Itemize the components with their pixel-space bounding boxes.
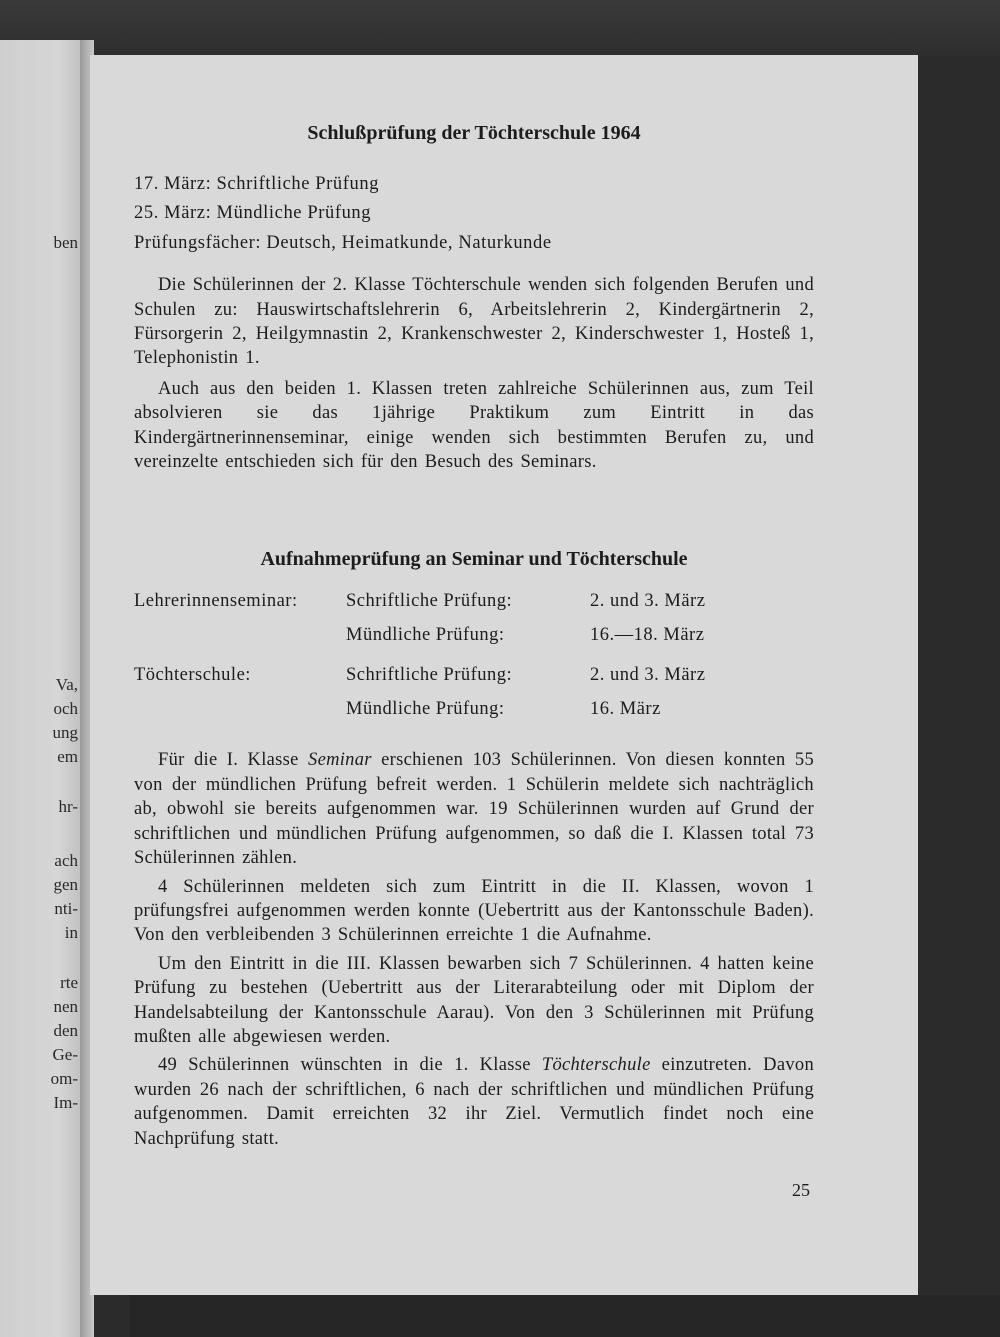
left-page-fragment: gen — [53, 875, 78, 894]
page-number: 25 — [792, 1180, 810, 1200]
table-cell: 2. und 3. März — [590, 591, 706, 612]
table-cell: Schriftliche Prüfung: — [346, 591, 513, 612]
section-title: Aufnahmeprüfung an Seminar und Töchterschule — [260, 548, 688, 571]
paragraph: Um den Eintritt in die III. Klassen bewarben sich 7 Schülerinnen. 4 hatten keine Prüfung zu bestehen (Uebertritt aus der Literarabteilung oder mit Diplom der Handelsabteilung der Kantonsschule Aarau). Von den 3 Schülerinnen mit Prüfung mußten alle abgewiesen werden. — [134, 953, 814, 1047]
left-page — [0, 40, 84, 1337]
paragraph-text: Für die I. Klasse — [158, 750, 309, 771]
left-page-fragment: Im- — [53, 1093, 78, 1112]
paragraph: Auch aus den beiden 1. Klassen treten zahlreiche Schülerinnen aus, zum Teil absolvieren sie das 1jährige Praktikum zum Eintritt in das Kindergärtnerinnenseminar, einige wenden sich bestimmten Berufen zu, und vereinzelte entschieden sich für den Besuch des Seminars. — [134, 378, 814, 473]
left-page-fragment: ung — [52, 723, 78, 742]
left-page-fragment: och — [53, 699, 78, 718]
paragraph-text: einzutreten. Davon wurden 26 nach der schriftlichen, 6 nach der schriftlichen und mündlichen Prüfung aufgenommen. Damit erreichten 32 ihr Ziel. Vermutlich findet noch eine Nachprüfung statt. — [134, 1055, 814, 1149]
table-row — [134, 652, 734, 692]
table-cell: Töchterschule: — [134, 665, 251, 686]
table-row — [134, 692, 734, 726]
table-cell: Mündliche Prüfung: — [346, 625, 505, 646]
left-page-fragment: Ge- — [52, 1045, 78, 1064]
exam-schedule-table — [134, 584, 734, 726]
page-content — [134, 120, 814, 1151]
paragraph-text: 49 Schülerinnen wünschten in die 1. Klasse — [158, 1055, 542, 1076]
paragraph-text: erschienen 103 Schülerinnen. Von diesen konnten 55 von der mündlichen Prüfung befreit werden. 1 Schülerin meldete sich nachträglich ab, obwohl sie bereits aufgenommen war. 19 Schülerinnen wurden auf Grund der schriftlichen und mündlichen Prüfung aufgenommen, so daß die I. Klassen total 73 Schülerinnen zählen. — [134, 750, 815, 869]
scan-background — [0, 0, 1000, 56]
schedule-line: Prüfungsfächer: Deutsch, Heimatkunde, Naturkunde — [134, 232, 552, 253]
table-cell: Lehrerinnenseminar: — [134, 591, 298, 612]
paragraph — [134, 1053, 814, 1151]
left-page-fragment: nen — [53, 997, 78, 1016]
left-page-fragment: rte — [60, 973, 78, 992]
section-title: Schlußprüfung der Töchterschule 1964 — [307, 122, 641, 144]
schedule-line: 17. März: Schriftliche Prüfung — [134, 174, 380, 194]
table-cell — [134, 618, 346, 652]
table-row — [134, 618, 734, 652]
left-page-fragment: den — [53, 1021, 78, 1040]
scan-background — [130, 1295, 1000, 1337]
paragraph-italic: Töchterschule — [541, 1055, 651, 1076]
left-page-fragment: om- — [50, 1069, 78, 1088]
schedule-line: 25. März: Mündliche Prüfung — [134, 203, 372, 224]
paragraph: 4 Schülerinnen meldeten sich zum Eintritt in die II. Klassen, wovon 1 prüfungsfrei aufgenommen werden konnte (Uebertritt aus der Kantonsschule Baden). Von den verbleibenden 3 Schülerinnen erreichte 1 die Aufnahme. — [134, 876, 814, 946]
paragraph — [134, 748, 814, 870]
table-cell: Schriftliche Prüfung: — [346, 665, 513, 686]
left-page-fragment: nti- — [54, 899, 78, 918]
table-cell: 2. und 3. März — [590, 665, 706, 686]
paragraph-italic: Seminar — [308, 750, 372, 771]
table-cell: Mündliche Prüfung: — [346, 699, 505, 720]
left-page-fragment: ben — [53, 233, 78, 252]
paragraph: Die Schülerinnen der 2. Klasse Töchterschule wenden sich folgenden Berufen und Schulen zu: Hauswirtschaftslehrerin 6, Arbeitslehrerin 2, Kindergärtnerin 2, Fürsorgerin 2, Heilgymnastin 2, Krankenschwester 2, Kinderschwester 1, Hosteß 1, Telephonistin 1. — [134, 275, 814, 369]
table-cell — [134, 692, 346, 726]
table-cell: 16. März — [590, 699, 661, 720]
left-page-fragment: Va, — [55, 675, 78, 694]
left-page-fragment: in — [64, 923, 78, 942]
table-row — [134, 584, 734, 618]
table-cell: 16.—18. März — [590, 625, 705, 646]
left-page-fragment: ach — [54, 851, 78, 870]
left-page-fragment: em — [57, 747, 78, 766]
left-page-fragment: hr- — [58, 797, 78, 816]
